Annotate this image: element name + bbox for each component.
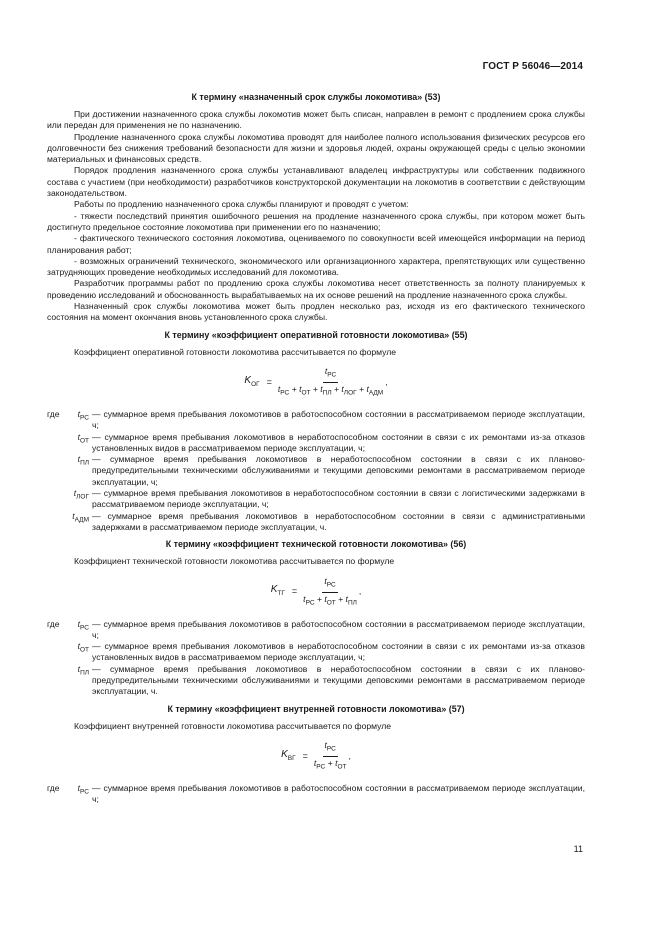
definition-text: — суммарное время пребывания локомотивов в неработоспособном состоянии в связи с их ремонтами из-за отказов установленных видов в рассматриваемом периоде эксплуатации, ч;	[92, 431, 585, 453]
definition-row	[47, 511, 585, 534]
formula-term: $t_{РС}$	[303, 593, 315, 607]
definition-row	[47, 619, 585, 642]
section-heading: К термину «назначенный срок службы локомотива» (53)	[191, 92, 441, 102]
definition-symbol: $t_{РС}$	[77, 408, 89, 422]
paragraph: Порядок продления назначенного срока службы устанавливают владелец инфраструктуры или собственник подвижного состава с участием (при необходимости) разработчиков конструкторской документации на локомотив в соответствии с действующим законодательством.	[47, 165, 585, 199]
definition-text: — суммарное время пребывания локомотивов в неработоспособном состоянии в связи с административными задержками в рассматриваемом периоде эксплуатации, ч.	[92, 510, 585, 532]
list-item: - тяжести последствий принятия ошибочного решения на продление назначенного срока службы, при котором может быть достигнуто предельное состояние локомотива при применении его по назначению;	[47, 210, 585, 232]
fraction	[276, 365, 388, 399]
formula-subscript: РС	[280, 389, 290, 397]
formula-intro: Коэффициент внутренней готовности локомотива рассчитывается по формуле	[74, 720, 392, 731]
fraction	[312, 740, 349, 773]
formula-term: $t_{РС}$	[324, 365, 337, 379]
paragraph: При достижении назначенного срока службы локомотив может быть списан, направлен в ремонт с продлением срока службы или передан для применения не по назначению.	[47, 109, 585, 131]
definition-row	[47, 664, 585, 698]
definition-symbol: $t_{ПЛ}$	[77, 454, 89, 467]
definition-text: — суммарное время пребывания локомотивов в неработоспособном состоянии в связи с их планово-предупредительными техническими обслуживаниями и текущими деповскими ремонтами в рассматриваемом периоде эксплуатации, ч.	[92, 663, 585, 697]
fraction-numerator	[323, 740, 338, 757]
formula-term: $t_{РС}$	[324, 575, 336, 589]
section-heading: К термину «коэффициент внутренней готовности локомотива» (57)	[167, 703, 465, 714]
definition-symbol: $t_{РС}$	[77, 618, 89, 632]
definitions-table	[47, 409, 585, 533]
definition-symbol: $t_{ЛОГ}$	[73, 488, 89, 501]
plus-sign: +	[331, 383, 342, 394]
fraction-denominator	[276, 383, 385, 399]
section-technical-readiness	[47, 539, 585, 697]
definitions-table	[47, 783, 585, 806]
where-label: где	[47, 408, 60, 419]
definition-text: — суммарное время пребывания локомотивов в работоспособном состоянии в рассматриваемом периоде эксплуатации, ч;	[92, 782, 585, 805]
definition-text: — суммарное время пребывания локомотивов в работоспособном состоянии в рассматриваемом периоде эксплуатации, ч;	[92, 618, 585, 640]
fraction	[301, 575, 362, 609]
formula-subscript: РС	[305, 599, 315, 607]
plus-sign: +	[335, 593, 346, 604]
symbol-subscript: ОТ	[79, 437, 89, 445]
where-label	[47, 454, 65, 488]
symbol-subscript: ЛОГ	[76, 493, 89, 501]
formula-tail: ,	[348, 750, 351, 761]
symbol-subscript: АДМ	[74, 516, 89, 524]
definition-row	[47, 454, 585, 488]
definition-symbol: $t_{АДМ}$	[72, 510, 89, 524]
definition-row	[47, 409, 585, 432]
section-operational-readiness	[47, 330, 585, 534]
formula-subscript: АДМ	[368, 389, 384, 397]
formula-term: $t_{ПЛ}$	[345, 593, 357, 607]
definition-text: — суммарное время пребывания локомотивов в работоспособном состоянии в рассматриваемом периоде эксплуатации, ч;	[92, 408, 585, 431]
fraction-numerator	[323, 366, 338, 383]
paragraph: Назначенный срок службы локомотива может быть продлен несколько раз, исходя из его фактического технического состояния на момент окончания вновь установленного срока службы.	[47, 301, 585, 323]
formula-term: $t_{ЛОГ}$	[341, 383, 357, 397]
formula-term: $t_{ОТ}$	[324, 593, 336, 607]
formula	[47, 740, 585, 773]
formula-subscript: ПЛ	[347, 599, 357, 607]
equals-sign: =	[302, 750, 308, 761]
definition-symbol: $t_{ОТ}$	[77, 431, 89, 445]
definition-text: — суммарное время пребывания локомотивов в неработоспособном состоянии в связи с их планово-предупредительными техническими обслуживаниями и текущими деповскими ремонтами в рассматриваемом периоде эксплуатации, ч;	[92, 454, 585, 487]
definition-row	[47, 488, 585, 511]
definition-text: — суммарное время пребывания локомотивов в неработоспособном состоянии в связи с их ремонтами из-за отказов установленных видов в рассматриваемом периоде эксплуатации, ч;	[92, 641, 585, 663]
formula-term: $t_{АДМ}$	[366, 383, 384, 397]
definition-symbol: $t_{РС}$	[77, 782, 89, 796]
symbol-subscript: РС	[80, 788, 89, 796]
symbol-subscript: ОТ	[79, 646, 89, 654]
formula-subscript: РС	[327, 371, 337, 379]
formula-tail: ,	[385, 376, 388, 387]
formula-term: $t_{РС}$	[277, 383, 290, 397]
fraction-denominator	[312, 757, 349, 773]
definition-row	[47, 641, 585, 664]
section-service-life	[47, 92, 585, 324]
where-label	[47, 432, 65, 455]
paragraph: Продление назначенного срока службы локомотива проводят для наиболее полного использования физических ресурсов его долговечности без снижения требований безопасности для жизни и здоровья людей, охраны окружающей среды с целью экономии материальных и финансовых средств.	[47, 131, 585, 165]
section-heading: К термину «коэффициент технической готовности локомотива» (56)	[165, 539, 467, 550]
formula-subscript: ОТ	[326, 599, 336, 607]
plus-sign: +	[356, 383, 367, 394]
symbol-subscript: РС	[80, 414, 89, 422]
equals-sign: =	[266, 376, 272, 387]
symbol-subscript: РС	[80, 624, 89, 632]
formula-term: $t_{ОТ}$	[335, 757, 347, 771]
formula-subscript: ОГ	[251, 380, 260, 388]
where-label: где	[47, 782, 60, 793]
where-label	[47, 664, 65, 698]
definition-symbol: $t_{ОТ}$	[77, 641, 89, 654]
plus-sign: +	[310, 383, 321, 394]
symbol-subscript: ПЛ	[80, 459, 89, 467]
where-label: где	[47, 618, 60, 629]
formula-term: $t_{ПЛ}$	[320, 383, 332, 397]
section-internal-readiness	[47, 704, 585, 806]
formula-subscript: РС	[326, 745, 336, 753]
formula-term: $t_{РС}$	[324, 739, 336, 753]
definition-text: — суммарное время пребывания локомотивов в неработоспособном состоянии в связи с логистическими задержками в рассматриваемом периоде эксплуатации, ч;	[92, 488, 585, 510]
document-content	[47, 92, 585, 806]
formula-term: $t_{РС}$	[313, 757, 326, 771]
formula-subscript: ОТ	[337, 763, 347, 771]
formula	[47, 576, 585, 609]
where-label	[47, 488, 65, 511]
plus-sign: +	[314, 593, 325, 604]
formula-subscript: ТГ	[277, 590, 285, 598]
definitions-table	[47, 619, 585, 698]
plus-sign: +	[289, 383, 300, 394]
definition-row	[47, 432, 585, 455]
document-code: ГОСТ Р 56046—2014	[482, 61, 583, 72]
formula-lhs: $K_{ВГ}$	[281, 748, 296, 762]
formula-term: $t_{ОТ}$	[299, 383, 311, 397]
section-heading: К термину «коэффициент оперативной готовности локомотива» (55)	[164, 329, 468, 340]
list-item: - фактического технического состояния локомотива, оцениваемого по совокупности всей имеющейся информации на период планирования работ;	[47, 233, 585, 255]
formula-subscript: РС	[326, 581, 336, 589]
formula-intro: Коэффициент технической готовности локомотива рассчитывается по формуле	[74, 556, 395, 567]
formula	[47, 366, 585, 399]
paragraph: Разработчик программы работ по продлению срока службы локомотива несет ответственность за полноту планируемых к проведению исследований и обоснованность вырабатываемых на их основе решений на продление назначенного срока службы.	[47, 278, 585, 300]
formula-lhs: $K_{ОГ}$	[244, 374, 260, 388]
definition-row	[47, 783, 585, 806]
page-number: 11	[573, 844, 583, 854]
list-item: - возможных ограничений технического, экономического или организационного характера, препятствующих или существенно затрудняющих проведение необходимых исследований для локомотива.	[47, 255, 585, 278]
where-label	[47, 641, 65, 664]
formula-subscript: ВГ	[287, 754, 296, 762]
paragraph: Работы по продлению назначенного срока службы планируют и проводят с учетом:	[74, 199, 409, 210]
definition-symbol: $t_{ПЛ}$	[77, 663, 89, 677]
fraction-denominator	[301, 593, 359, 609]
formula-tail: ,	[358, 586, 362, 597]
formula-subscript: ОТ	[301, 389, 311, 397]
formula-lhs: $K_{ТГ}$	[270, 584, 285, 598]
formula-subscript: ЛОГ	[343, 389, 357, 397]
formula-subscript: РС	[316, 763, 326, 771]
fraction-numerator	[322, 576, 337, 593]
formula-intro: Коэффициент оперативной готовности локомотива рассчитывается по формуле	[74, 346, 397, 357]
formula-subscript: ПЛ	[322, 389, 332, 397]
symbol-subscript: ПЛ	[80, 669, 89, 677]
plus-sign: +	[325, 757, 336, 768]
equals-sign: =	[291, 586, 298, 597]
where-label	[47, 511, 65, 534]
